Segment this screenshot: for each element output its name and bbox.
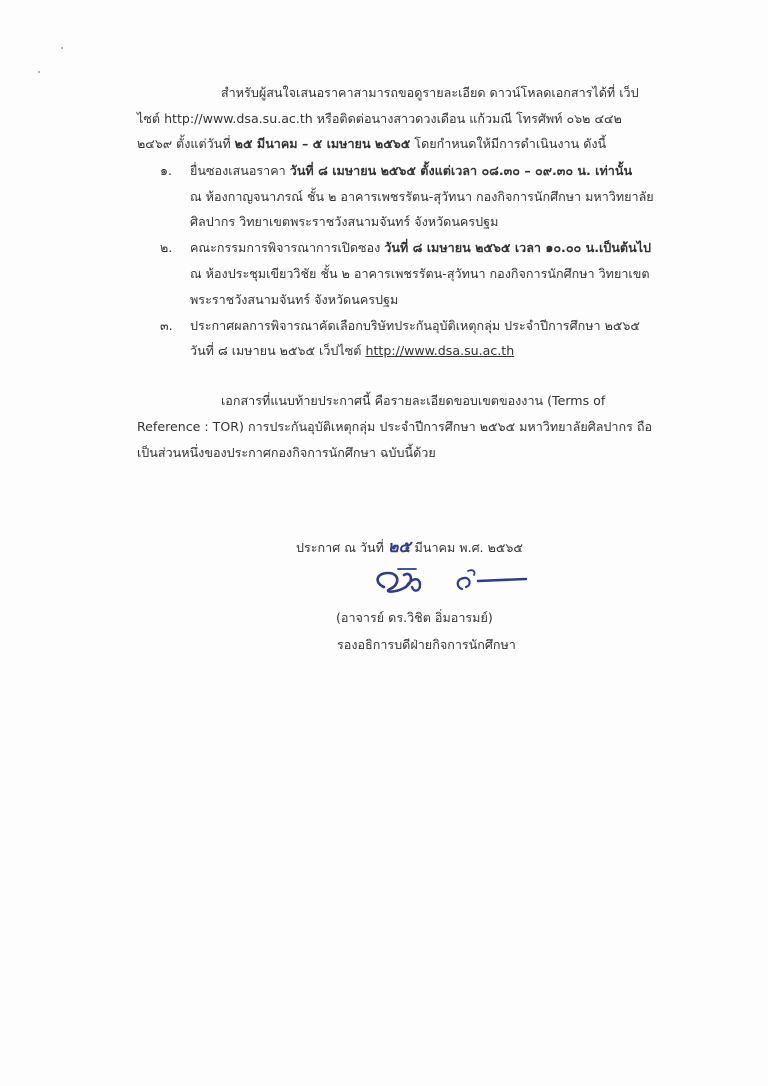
announce-suffix: มีนาคม พ.ศ. ๒๕๖๕: [410, 540, 523, 555]
item-1-line-3: ศิลปากร วิทยาเขตพระราชวังสนามจันทร์ จังหวัดนครปฐม: [190, 214, 499, 229]
intro-date-range: ๒๕ มีนาคม – ๕ เมษายน ๒๕๖๕: [234, 136, 411, 151]
scan-speck: [38, 71, 40, 73]
signer-position: รองอธิการบดีฝ่ายกิจการนักศึกษา: [337, 637, 516, 652]
intro-line-3: [137, 135, 606, 153]
item-2-line-2: ณ ห้องประชุมเขียววิชัย ชั้น ๒ อาคารเพชรรัตน-สุวัทนา กองกิจการนักศึกษา วิทยาเขต: [190, 266, 650, 281]
intro-line-3-tail: โดยกำหนดให้มีการดำเนินงาน ดังนี้: [410, 136, 607, 151]
website-link[interactable]: http://www.dsa.su.ac.th: [365, 343, 515, 358]
item-1-datetime: วันที่ ๘ เมษายน ๒๕๖๕ ตั้งแต่เวลา ๐๘.๓๐ – ๐๙.๓๐ น. เท่านั้น: [289, 163, 633, 178]
attachment-line-1: เอกสารที่แนบท้ายประกาศนี้ คือรายละเอียดขอบเขตของงาน (Terms of: [221, 393, 606, 408]
item-2-datetime: วันที่ ๘ เมษายน ๒๕๖๕ เวลา ๑๐.๐๐ น.เป็นต้นไป: [384, 240, 652, 255]
signature-image: [370, 563, 530, 603]
item-1-number: ๑.: [160, 163, 172, 178]
attachment-line-2: Reference : TOR) การประกันอุบัติเหตุกลุ่ม ประจำปีการศึกษา ๒๕๖๕ มหาวิทยาลัยศิลปากร ถือ: [137, 419, 653, 434]
item-1-line-1: [190, 162, 632, 180]
announce-prefix: ประกาศ ณ วันที่: [296, 540, 388, 555]
announce-day-handwritten: ๒๕: [387, 537, 411, 556]
attachment-line-3: เป็นส่วนหนึ่งของประกาศกองกิจการนักศึกษา ฉบับนี้ด้วย: [137, 445, 436, 460]
announce-date-line: [296, 538, 523, 557]
intro-line-2: ไซต์ http://www.dsa.su.ac.th หรือติดต่อนางสาวดวงเดือน แก้วมณี โทรศัพท์ ๐๖๒ ๔๔๒: [137, 111, 622, 126]
item-1-label: ยื่นซองเสนอราคา: [190, 163, 290, 178]
item-2-line-3: พระราชวังสนามจันทร์ จังหวัดนครปฐม: [190, 292, 399, 307]
item-2-label: คณะกรรมการพิจารณาการเปิดซอง: [190, 240, 385, 255]
intro-line-1: สำหรับผู้สนใจเสนอราคาสามารถขอดูรายละเอียด ดาวน์โหลดเอกสารได้ที่ เว็ป: [221, 85, 639, 100]
item-3-number: ๓.: [160, 318, 173, 333]
item-3-date: วันที่ ๘ เมษายน ๒๕๖๕ เว็ปไซต์: [190, 343, 366, 358]
item-3-line-2: [190, 342, 514, 360]
item-1-line-2: ณ ห้องกาญจนาภรณ์ ชั้น ๒ อาคารเพชรรัตน-สุวัทนา กองกิจการนักศึกษา มหาวิทยาลัย: [190, 189, 654, 204]
item-2-line-1: [190, 239, 651, 257]
item-2-number: ๒.: [160, 240, 173, 255]
item-3-line-1: ประกาศผลการพิจารณาคัดเลือกบริษัทประกันอุบัติเหตุกลุ่ม ประจำปีการศึกษา ๒๕๖๕: [190, 318, 640, 333]
signer-name: (อาจารย์ ดร.วิชิต อิ่มอารมย์): [336, 610, 493, 625]
intro-line-3-text: ๒๔๖๙ ตั้งแต่วันที่: [137, 136, 235, 151]
scan-speck: [61, 47, 63, 49]
